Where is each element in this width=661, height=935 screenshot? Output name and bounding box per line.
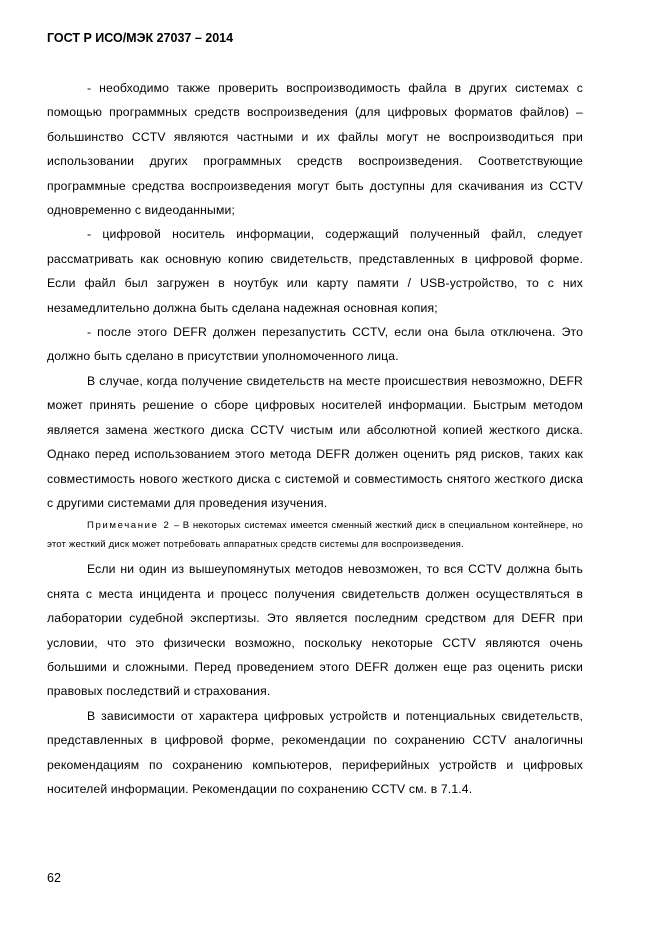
paragraph-collection-method: В случае, когда получение свидетельств на месте происшествия невозможно, DEFR может принять решение о сборе цифровых носителей информации. Быстрым методом является замена жесткого диска CCTV чистым или абсолютной копией жесткого диска. Однако перед использованием этого метода DEFR должен оценить ряд рисков, таких как совместимость нового жесткого диска с системой и совместимость снятого жесткого диска с другими системами для проведения изучения. [47, 373, 583, 510]
note-2 [47, 516, 583, 554]
paragraph-lab-removal: Если ни один из вышеупомянутых методов невозможен, то вся CCTV должна быть снята с места инцидента и процесс получения свидетельств должен осуществляться в лаборатории судебной экспертизы. Это является последним средством для DEFR при условии, что это физически возможно, поскольку некоторые CCTV являются очень большими и сложными. Перед проведением этого DEFR должен еще раз оценить риски правовых последствий и страхования. [47, 562, 583, 699]
standard-header: ГОСТ Р ИСО/МЭК 27037 – 2014 [47, 31, 234, 45]
paragraph-list-item-3: - после этого DEFR должен перезапустить CCTV, если она была отключена. Это должно быть сделано в присутствии уполномоченного лица. [47, 325, 583, 364]
note-prefix: Примечание 2 [87, 520, 171, 532]
body-text [47, 76, 583, 801]
note-text: – В некоторых системах имеется сменный жесткий диск в специальном контейнере, но этот жесткий диск может потребовать аппаратных средств системы для воспроизведения. [47, 520, 584, 551]
page-number: 62 [47, 871, 61, 885]
paragraph-list-item-1: - необходимо также проверить воспроизводимость файла в других системах с помощью программных средств воспроизведения (для цифровых форматов файлов) – большинство CCTV являются частными и их файлы могут не воспроизводиться при использовании других программных средств воспроизведения. Соответствующие программные средства воспроизведения могут быть доступны для скачивания из CCTV одновременно с видеоданными; [47, 81, 583, 218]
paragraph-recommendations: В зависимости от характера цифровых устройств и потенциальных свидетельств, представленных в цифровой форме, рекомендации по сохранению CCTV аналогичны рекомендациям по сохранению компьютеров, периферийных устройств и цифровых носителей информации. Рекомендации по сохранению CCTV см. в 7.1.4. [47, 708, 583, 796]
paragraph-list-item-2: - цифровой носитель информации, содержащий полученный файл, следует рассматривать как основную копию свидетельств, представленных в цифровой форме. Если файл был загружен в ноутбук или карту памяти / USB-устройство, то с них незамедлительно должна быть сделана надежная основная копия; [47, 227, 583, 315]
